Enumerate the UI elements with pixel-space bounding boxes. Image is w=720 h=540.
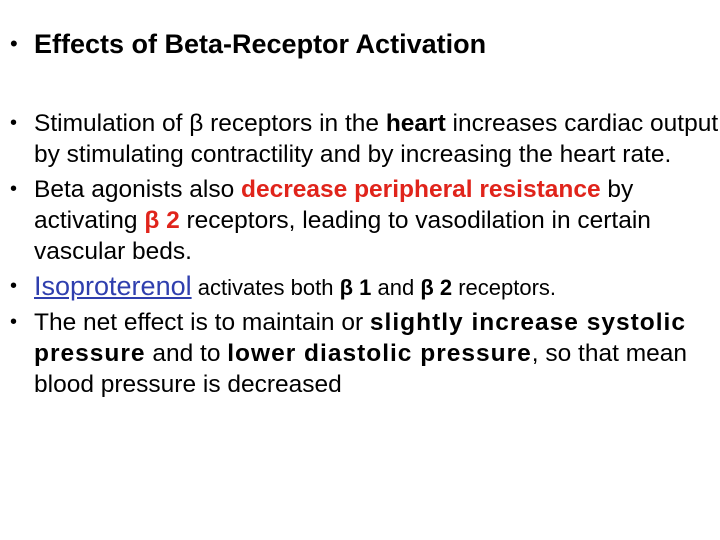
bullet-text [34,108,720,170]
bullet-marker: • [10,112,18,134]
emphasis-diastolic: lower diastolic pressure [227,340,532,367]
text-run: receptors, leading to vasodilation in certain vascular beds. [34,207,651,265]
bullet-item-isoproterenol [8,271,720,303]
bullet-marker: • [10,178,18,200]
emphasis-beta-2: β 2 [420,275,453,300]
text-run: The net effect is to maintain or [34,309,370,336]
emphasis-beta-1: β 1 [339,275,372,300]
text-run: Beta agonists also [34,176,242,203]
bullet-text [34,174,720,267]
isoproterenol-link[interactable]: Isoproterenol [34,271,192,301]
text-run: and to [145,340,228,367]
bullet-marker: • [10,31,18,56]
text-run: activates both [191,275,340,300]
emphasis-systolic: slightly increase systolic pressure [34,309,686,367]
bullet-item-beta-agonists [8,174,720,267]
text-run: by activating [34,176,634,234]
slide-title: Effects of Beta-Receptor Activation [34,29,487,59]
text-run: increases cardiac output by stimulating contractility and by increasing the heart rate. [34,110,719,168]
text-run: , so that mean blood pressure is decreased [34,340,688,398]
bullet-marker: • [10,275,18,297]
text-run: receptors. [452,275,557,300]
bullet-text [34,307,720,400]
emphasis-decrease-resistance: decrease peripheral resistance [241,176,601,203]
emphasis-heart: heart [385,110,446,137]
emphasis-beta-2: β 2 [144,207,180,234]
bullet-text [34,271,720,303]
text-run: Stimulation of β receptors in the [34,110,386,137]
bullet-marker: • [10,311,18,333]
bullet-list [8,108,720,404]
bullet-item-net-effect [8,307,720,400]
bullet-item-heart [8,108,720,170]
text-run: and [371,275,421,300]
title-row [8,26,708,62]
